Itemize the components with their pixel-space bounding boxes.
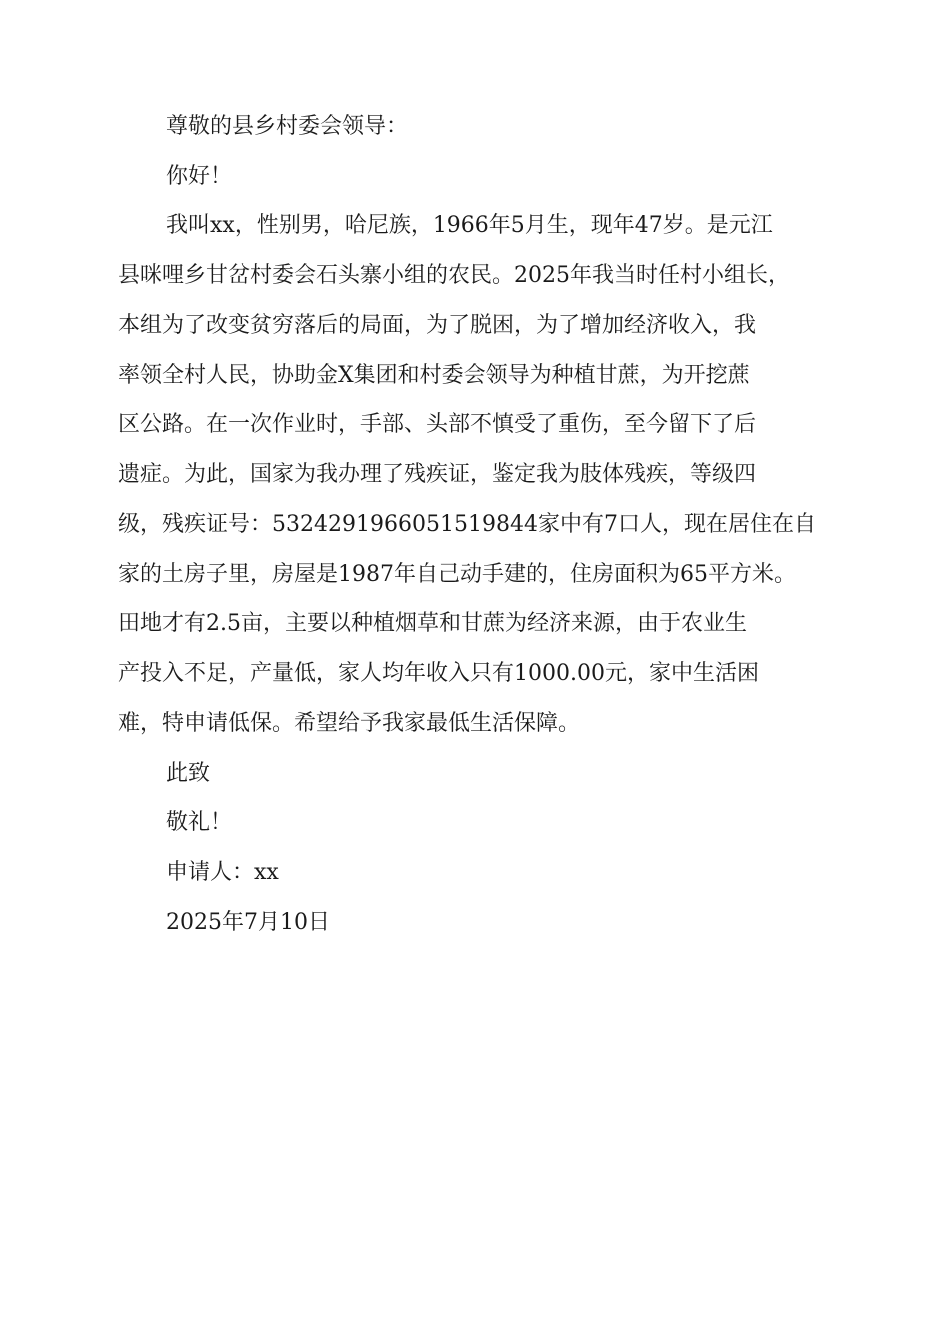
body-line: 田地才有2.5亩，主要以种植烟草和甘蔗为经济来源，由于农业生: [118, 611, 747, 636]
salutation: 尊敬的县乡村委会领导：: [166, 114, 409, 139]
closing-line-1: 此致: [166, 761, 211, 786]
body-line: 区公路。在一次作业时，手部、头部不慎受了重伤，至今留下了后: [118, 412, 757, 437]
letter-date: 2025年7月10日: [166, 910, 330, 935]
closing-line-2: 敬礼！: [166, 810, 233, 835]
body-line: 难，特申请低保。希望给予我家最低生活保障。: [118, 711, 581, 736]
greeting: 你好！: [166, 164, 233, 189]
body-line: 本组为了改变贫穷落后的局面，为了脱困，为了增加经济收入，我: [118, 313, 757, 338]
body-line: 率领全村人民，协助金X集团和村委会领导为种植甘蔗，为开挖蔗: [118, 363, 750, 388]
body-line: 家的土房子里，房屋是1987年自己动手建的，住房面积为65平方米。: [118, 562, 796, 587]
body-line: 产投入不足，产量低，家人均年收入只有1000.00元，家中生活困: [118, 661, 759, 686]
body-line: 级，残疾证号：5324291966051519844家中有7口人，现在居住在自: [118, 512, 816, 537]
body-line: 我叫xx，性别男，哈尼族，1966年5月生，现年47岁。是元江: [166, 213, 773, 238]
applicant-signature: 申请人：xx: [166, 860, 279, 885]
body-line: 遗症。为此，国家为我办理了残疾证，鉴定我为肢体残疾，等级四: [118, 462, 757, 487]
body-line: 县咪哩乡甘岔村委会石头寨小组的农民。2025年我当时任村小组长，: [118, 263, 790, 288]
